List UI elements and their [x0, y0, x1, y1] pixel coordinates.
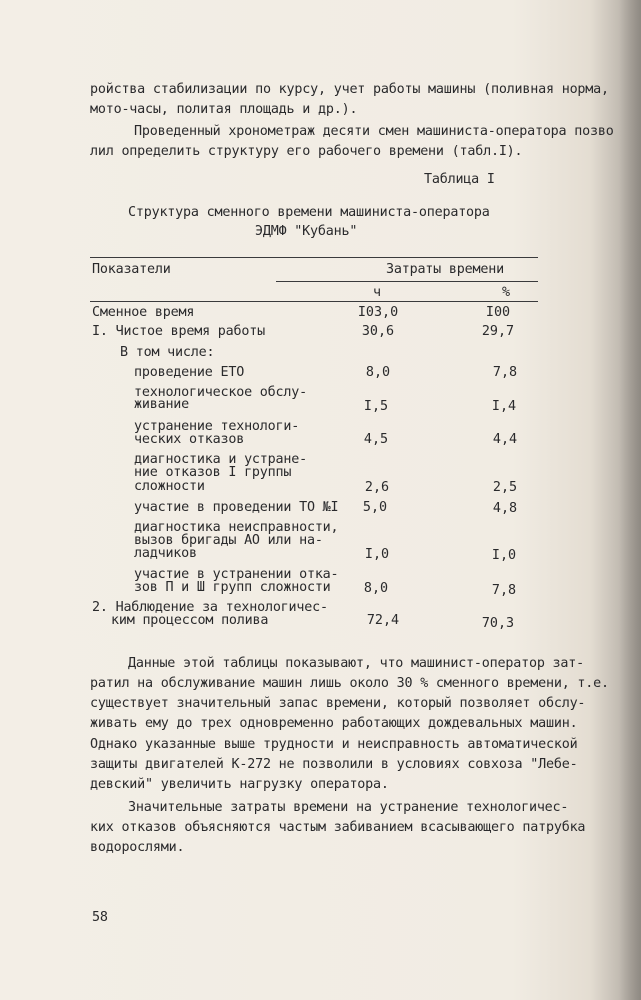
row-percent: 4,4 — [492, 432, 518, 447]
row-label: технологическое обслу- — [134, 385, 307, 400]
row-percent: 7,8 — [492, 365, 518, 380]
header-bottom-rule — [90, 301, 538, 302]
page-number: 58 — [92, 910, 108, 925]
row-hours: 8,0 — [365, 365, 391, 380]
row-label: живание — [134, 397, 190, 412]
conclusion-line-5: Однако указанные выше трудности и неисправность автоматической — [90, 737, 578, 752]
row-label: зов П и Ш групп сложности — [134, 580, 331, 595]
table-title-line-2: ЭДМФ "Кубань" — [255, 224, 358, 239]
header-percent: % — [502, 285, 510, 300]
row-percent: 2,5 — [492, 480, 518, 495]
row-label: сложности — [134, 479, 205, 494]
row-hours: I03,0 — [357, 305, 399, 320]
row-label: Сменное время — [92, 305, 195, 320]
row-percent: 29,7 — [481, 324, 515, 339]
row-hours: 2,6 — [364, 480, 390, 495]
header-sub-rule — [276, 281, 538, 282]
row-label: ние отказов I группы — [134, 465, 292, 480]
page-edge-shadow — [619, 0, 641, 1000]
row-hours: 30,6 — [361, 324, 395, 339]
closing-line-3: водорослями. — [90, 840, 185, 855]
row-label: ладчиков — [134, 546, 197, 561]
row-hours: 4,5 — [363, 432, 389, 447]
conclusion-line-7: девский" увеличить нагрузку оператора. — [90, 777, 389, 792]
row-label: ческих отказов — [134, 432, 245, 447]
row-percent: I00 — [485, 305, 511, 320]
closing-line-1: Значительные затраты времени на устранение технологичес- — [128, 800, 569, 815]
row-percent: 4,8 — [492, 501, 518, 516]
intro-line-1: ройства стабилизации по курсу, учет работы машины (поливная норма, — [90, 82, 609, 97]
row-label: проведение ЕТО — [134, 365, 245, 380]
row-label: диагностика неисправности, — [134, 520, 339, 535]
row-hours: 8,0 — [363, 581, 389, 596]
row-hours: I,0 — [364, 547, 390, 562]
header-indicators: Показатели — [92, 262, 171, 277]
conclusion-line-6: защиты двигателей К-272 не позволили в условиях совхоза "Лебе- — [90, 757, 578, 772]
row-hours: 72,4 — [366, 613, 400, 628]
row-label: вызов бригады АО или на- — [134, 533, 323, 548]
row-label: участие в устранении отка- — [134, 567, 339, 582]
row-label: I. Чистое время работы — [92, 324, 265, 339]
intro-line-2: мото-часы, политая площадь и др.). — [90, 102, 358, 117]
row-label: ким процессом полива — [111, 613, 269, 628]
conclusion-line-4: живать ему до трех одновременно работающих дождевальных машин. — [90, 716, 578, 731]
row-label: диагностика и устране- — [134, 452, 307, 467]
table-label: Таблица I — [424, 172, 495, 187]
row-label: 2. Наблюдение за технологичес- — [92, 600, 328, 615]
row-label: устранение технологи- — [134, 419, 300, 434]
row-label: участие в проведении ТО №I — [134, 500, 339, 515]
row-label: В том числе: — [120, 345, 215, 360]
row-percent: I,0 — [491, 548, 517, 563]
row-hours: 5,0 — [362, 500, 388, 515]
row-percent: 7,8 — [491, 583, 517, 598]
conclusion-line-2: ратил на обслуживание машин лишь около 30 % сменного времени, т.е. — [90, 676, 609, 691]
header-hours: ч — [373, 285, 381, 300]
conclusion-line-3: существует значительный запас времени, который позволяет обслу- — [90, 696, 586, 711]
closing-line-2: ких отказов объясняются частым забиванием всасывающего патрубка — [90, 820, 586, 835]
intro-line-4: лил определить структуру его рабочего времени (табл.I). — [90, 144, 523, 159]
header-costs: Затраты времени — [386, 262, 504, 277]
row-hours: I,5 — [363, 399, 389, 414]
row-percent: I,4 — [491, 399, 517, 414]
intro-line-3: Проведенный хронометраж десяти смен машиниста-оператора позво — [134, 124, 614, 139]
row-percent: 70,3 — [481, 616, 515, 631]
table-top-rule — [90, 257, 538, 258]
table-title-line-1: Структура сменного времени машиниста-оператора — [128, 205, 490, 220]
conclusion-line-1: Данные этой таблицы показывают, что машинист-оператор зат- — [128, 656, 584, 671]
